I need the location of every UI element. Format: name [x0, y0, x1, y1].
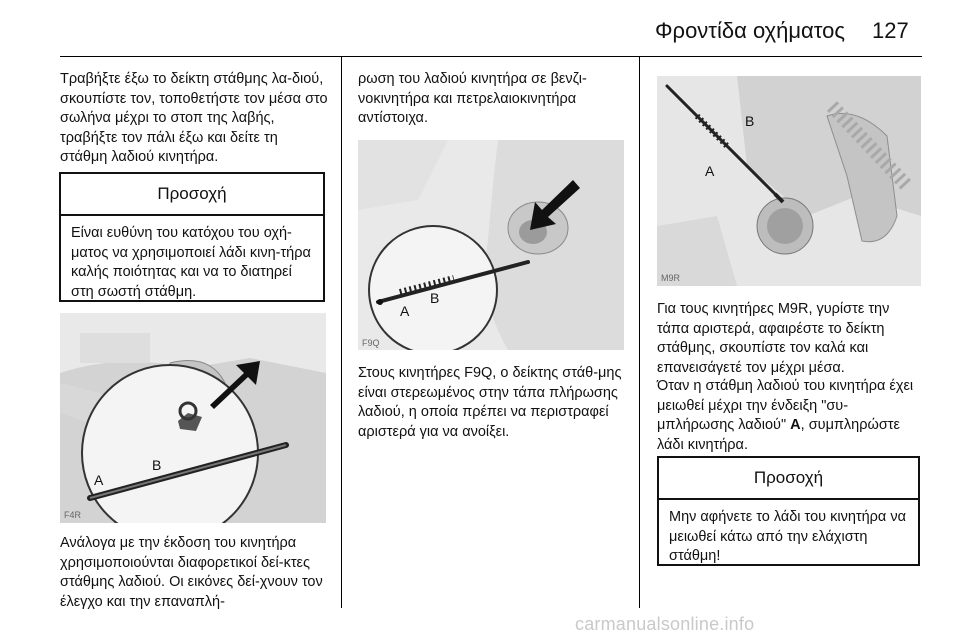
caution-body: Είναι ευθύνη του κατόχου του οχή-ματος να χρησιμοποιεί λάδι κινη-τήρα καλής ποιότητας και να το διατηρεί στη σωστή στάθμη. — [71, 225, 311, 300]
right-text-2 — [657, 377, 923, 455]
label-b: B — [152, 457, 162, 473]
label-a: A — [94, 472, 104, 488]
label-b: B — [745, 113, 755, 129]
header-divider — [60, 56, 922, 57]
figure-code: M9R — [661, 273, 681, 283]
figure-m9r-dipstick — [657, 76, 921, 286]
figure-f9q-dipstick — [358, 140, 624, 350]
label-a: A — [400, 303, 410, 319]
column-divider-2 — [639, 56, 640, 608]
caution-title: Προσοχή — [659, 458, 918, 500]
figure-code: F4R — [64, 510, 82, 520]
middle-text: Στους κινητήρες F9Q, ο δείκτης στάθ-μης είναι στερεωμένος στην τάπα πλήρωσης λαδιού, η οποία πρέπει να περιστραφεί αριστερά για να ανοίξει. — [358, 365, 622, 440]
right-text-1: Για τους κινητήρες M9R, γυρίστε την τάπα αριστερά, αφαιρέστε το δείκτη στάθμης, σκουπίστε τον καλά και επανεισάγετέ τον μέχρι μέσα. — [657, 301, 890, 376]
watermark: carmanualsonline.info — [575, 614, 755, 634]
label-b: B — [430, 290, 440, 306]
right-text-2-mark: A — [790, 417, 801, 433]
figure-f4r-dipstick — [60, 313, 326, 523]
caution-box-left — [59, 172, 325, 302]
middle-intro-text: ρωση του λαδιού κινητήρα σε βενζι-νοκινητήρα και πετρελαιοκινητήρα αντίστοιχα. — [358, 71, 587, 126]
label-a: A — [705, 163, 715, 179]
left-intro-text: Τραβήξτε έξω το δείκτη στάθμης λα-διού, σκουπίστε τον, τοποθετήστε τον μέσα στο σωλήνα μέχρι το στοπ της λαβής, τραβήξτε τον πάλι έξω και δείτε τη στάθμη λαδιού κινητήρα. — [60, 71, 328, 165]
caution-box-right — [657, 456, 920, 566]
section-title: Φροντίδα οχήματος — [655, 18, 845, 43]
figure-code: F9Q — [362, 338, 380, 348]
left-outro-text: Ανάλογα με την έκδοση του κινητήρα χρησιμοποιούνται διαφορετικοί δεί-κτες στάθμης λαδιού. Οι εικόνες δεί-χνουν τον έλεγχο και την επαναπλή- — [60, 535, 323, 610]
right-text-2-start: Όταν η στάθμη λαδιού του κινητήρα έχει μειωθεί μέχρι την ένδειξη "συ-μπλήρωσης λαδιού" — [657, 378, 914, 433]
caution-title: Προσοχή — [61, 174, 323, 216]
page-number: 127 — [872, 18, 909, 43]
column-divider-1 — [341, 56, 342, 608]
caution-body: Μην αφήνετε το λάδι του κινητήρα να μειωθεί κάτω από την ελάχιστη στάθμη! — [669, 509, 906, 564]
right-text-2-end: , συμπληρώστε λάδι κινητήρα. — [657, 417, 900, 453]
